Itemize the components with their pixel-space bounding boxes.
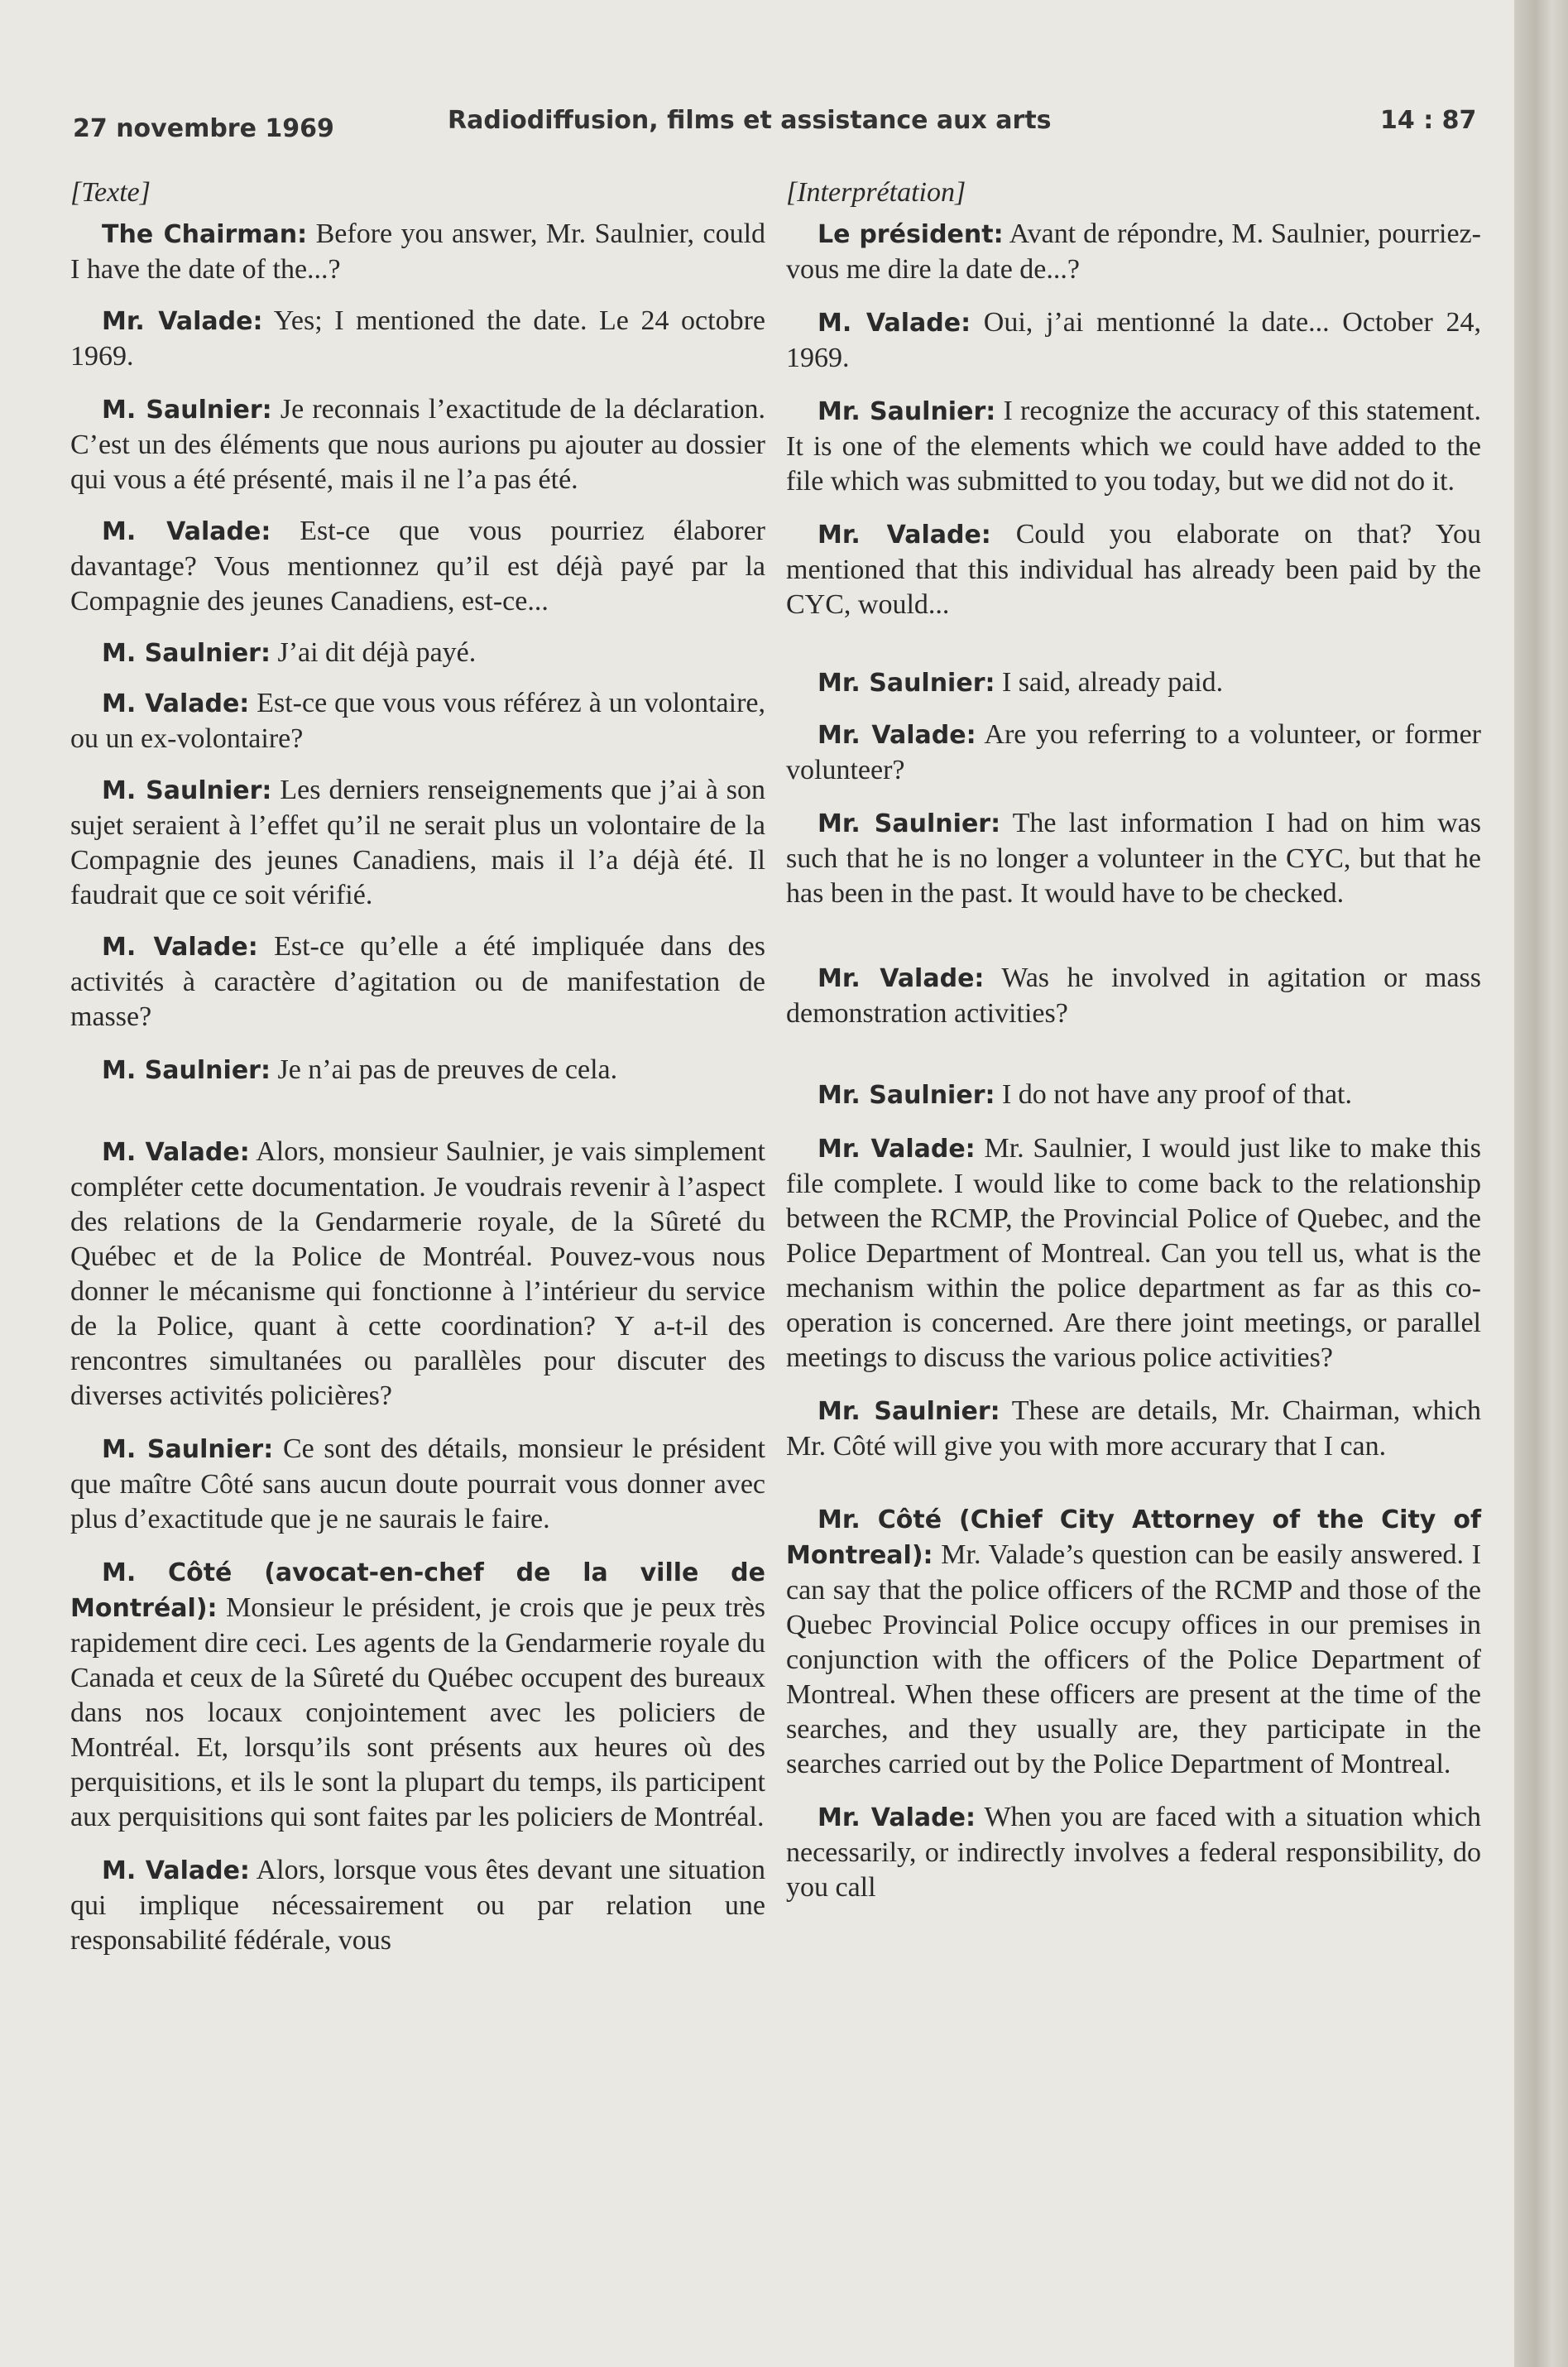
speaker: Mr. Saulnier: — [818, 1081, 995, 1110]
page-number: 14 : 87 — [1380, 106, 1477, 135]
speaker: M. Valade: — [818, 309, 971, 338]
paragraph — [786, 1800, 1481, 1905]
speaker: Mr. Valade: — [818, 964, 985, 993]
speaker: M. Saulnier: — [102, 1056, 271, 1085]
speech: Avant de répondre, M. Saulnier, pourriez-vous me dire la date de...? — [786, 218, 1481, 285]
paragraph — [70, 929, 765, 1035]
paragraph — [786, 961, 1481, 1031]
speaker: Mr. Valade: — [818, 1803, 976, 1832]
paragraph — [70, 514, 765, 619]
speech: Mr. Saulnier, I would just like to make this file complete. I would like to come back to the relationship between the RCMP, the Provincial Police of Quebec, and the Police Department of Montreal. Can you tell us, what is the mechanism within the police department as far as this co-operation is concerned. Are there joint meetings, or parallel meetings to discuss the various police activities? — [786, 1133, 1482, 1373]
paragraph — [70, 773, 765, 913]
header-title: Radiodiffusion, films et assistance aux arts — [448, 106, 1052, 135]
speaker: Mr. Saulnier: — [818, 1397, 1000, 1426]
speech: Monsieur le président, je crois que je peux très rapidement dire ceci. Les agents de la Gendarmerie royale du Canada et ceux de la Sûreté du Québec occupent des bureaux dans nos locaux conjointement avec les policiers de Montréal. Et, lorsqu’ils sont présents aux heures où des perquisitions, et ils le sont la plupart du temps, ils participent aux perquisitions qui sont faites par les policiers de Montréal. — [70, 1592, 765, 1832]
paragraph — [70, 1053, 765, 1088]
speech: Alors, lorsque vous êtes devant une situation qui implique nécessairement ou par relation une responsabilité fédérale, vous — [70, 1855, 765, 1956]
speaker: M. Côté (avocat-en-chef de la ville de Montréal): — [70, 1558, 765, 1623]
speaker: M. Saulnier: — [102, 776, 272, 805]
speech: Oui, j’ai mentionné la date... October 24, 1969. — [786, 307, 1481, 373]
paragraph — [786, 1394, 1481, 1464]
speech: The last information I had on him was such that he is no longer a volunteer in the CYC, but that he has been in the past. It would have to be checked. — [786, 808, 1481, 909]
speaker: Mr. Valade: — [818, 721, 976, 750]
paragraph — [70, 636, 765, 671]
paragraph — [786, 517, 1481, 622]
paragraph — [786, 665, 1481, 701]
speaker: M. Valade: — [102, 1138, 250, 1167]
paragraph — [786, 806, 1481, 911]
paragraph — [786, 305, 1481, 376]
speaker: M. Valade: — [102, 689, 250, 718]
speech: When you are faced with a situation which necessarily, or indirectly involves a federal responsibility, do you call — [786, 1802, 1481, 1903]
speech: Mr. Valade’s question can be easily answered. I can say that the police officers of the RCMP and those of the Quebec Provincial Police occupy offices in our premises in conjunction with the officers of the Police Department of Montreal. When these officers are present at the time of the searches, and they usually are, they participate in the searches carried out by the Police Department of Montreal. — [786, 1539, 1481, 1779]
speech: Before you answer, Mr. Saulnier, could I have the date of the...? — [70, 218, 766, 285]
speaker: M. Valade: — [102, 933, 258, 962]
paragraph — [70, 1135, 765, 1414]
paragraph — [786, 1131, 1481, 1376]
speech: Est-ce qu’elle a été impliquée dans des activités à caractère d’agitation ou de manifestation de masse? — [70, 931, 765, 1032]
speech: I do not have any proof of that. — [1001, 1079, 1352, 1110]
paragraph — [786, 217, 1481, 287]
paragraph — [786, 718, 1481, 788]
speech: I recognize the accuracy of this statement. It is one of the elements which we could have added to the file which was submitted to you today, but we did not do it. — [786, 396, 1481, 497]
speaker: Le président: — [818, 220, 1004, 249]
french-column — [70, 175, 765, 1958]
header-date: 27 novembre 1969 — [73, 114, 334, 143]
paragraph — [70, 1853, 765, 1958]
page-header — [73, 106, 1479, 147]
speech: Could you elaborate on that? You mentioned that this individual has already been paid by the CYC, would... — [786, 519, 1481, 620]
section-label: [Interprétation] — [786, 177, 966, 208]
speaker: M. Valade: — [102, 517, 271, 546]
page-edge — [1514, 0, 1568, 2367]
speaker: M. Saulnier: — [102, 639, 271, 668]
speaker: Mr. Valade: — [818, 521, 991, 550]
speech: Les derniers renseignements que j’ai à son sujet seraient à l’effet qu’il ne serait plus un volontaire de la Compagnie des jeunes Canadiens, mais il l’a déjà été. Il faudrait que ce soit vérifié. — [70, 775, 765, 910]
speech: Je reconnais l’exactitude de la déclaration. C’est un des éléments que nous aurions pu ajouter au dossier qui vous a été présenté, mais il ne l’a pas été. — [70, 394, 765, 495]
speech: Are you referring to a volunteer, or former volunteer? — [786, 719, 1481, 785]
paragraph — [70, 686, 765, 756]
speech: I said, already paid. — [1001, 667, 1224, 698]
speech: Je n’ai pas de preuves de cela. — [277, 1054, 618, 1085]
paragraph — [70, 392, 765, 497]
speech: Ce sont des détails, monsieur le président que maître Côté sans aucun doute pourrait vous donner avec plus d’exactitude que je ne saurais le faire. — [70, 1433, 766, 1534]
paragraph — [70, 304, 765, 374]
section-label: [Texte] — [70, 177, 151, 208]
speaker: Mr. Côté (Chief City Attorney of the City of Montreal): — [786, 1505, 1481, 1570]
speech: Yes; I mentioned the date. Le 24 octobre 1969. — [70, 305, 765, 372]
speaker: Mr. Saulnier: — [818, 669, 995, 698]
speaker: The Chairman: — [102, 220, 308, 249]
speech: Est-ce que vous vous référez à un volontaire, ou un ex-volontaire? — [70, 688, 765, 754]
speaker: M. Saulnier: — [102, 396, 272, 425]
english-column — [786, 175, 1481, 1905]
speaker: M. Valade: — [102, 1856, 250, 1885]
paragraph — [70, 217, 765, 287]
paragraph — [70, 1432, 765, 1537]
speaker: Mr. Valade: — [818, 1135, 976, 1164]
speech: Was he involved in agitation or mass demonstration activities? — [786, 963, 1481, 1029]
paragraph — [70, 1555, 765, 1835]
speaker: Mr. Saulnier: — [818, 397, 996, 426]
speech: J’ai dit déjà payé. — [277, 637, 477, 668]
speaker: Mr. Saulnier: — [818, 809, 1001, 838]
paragraph — [786, 1502, 1481, 1782]
speaker: M. Saulnier: — [102, 1435, 274, 1464]
paragraph — [786, 1078, 1481, 1113]
paragraph — [786, 394, 1481, 499]
speech: These are details, Mr. Chairman, which Mr. Côté will give you with more accurary that I can. — [786, 1395, 1482, 1462]
speaker: Mr. Valade: — [102, 307, 263, 336]
speech: Alors, monsieur Saulnier, je vais simplement compléter cette documentation. Je voudrais revenir à l’aspect des relations de la Gendarmerie royale, de la Sûreté du Québec et de la Police de Montréal. Pouvez-vous nous donner le mécanisme qui fonctionne à l’intérieur du service de la Police, quant à cette coordination? Y a-t-il des rencontres simultanées ou parallèles pour discuter des diverses activités policières? — [70, 1136, 765, 1411]
speech: Est-ce que vous pourriez élaborer davantage? Vous mentionnez qu’il est déjà payé par la Compagnie des jeunes Canadiens, est-ce... — [70, 516, 765, 617]
